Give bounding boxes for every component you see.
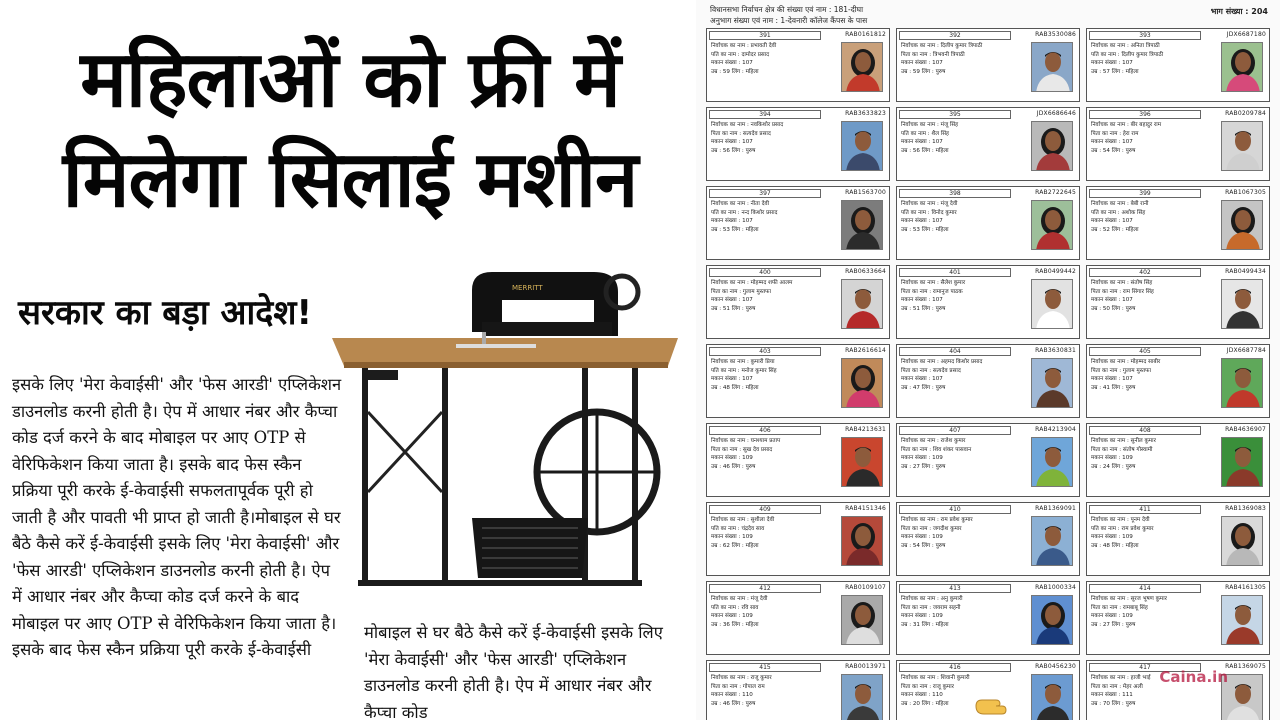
voter-name: निर्वाचक का नाम : बेबी रानी bbox=[1091, 201, 1149, 207]
voter-epic-number: RAB4213904 bbox=[1035, 426, 1076, 433]
constituency-line: विधानसभा निर्वाचन क्षेत्र की संख्या एवं नाम : 181-दीघा bbox=[710, 5, 864, 14]
voter-house-number: मकान संख्या : 107 bbox=[711, 297, 753, 303]
sewing-machine-image bbox=[332, 262, 678, 594]
voter-name: निर्वाचक का नाम : सुनील कुमार bbox=[1091, 438, 1156, 444]
voter-card bbox=[1086, 265, 1270, 339]
voter-epic-number: JDX6686646 bbox=[1036, 110, 1076, 117]
voter-relation: पति का नाम : चंद्रदेव साव bbox=[711, 525, 765, 532]
voter-photo bbox=[1031, 121, 1073, 171]
voter-relation: पति का नाम : विनोद कुमार bbox=[901, 209, 957, 216]
voter-relation: पिता का नाम : राम सिंगार सिंह bbox=[1091, 288, 1154, 295]
section-line: अनुभाग संख्या एवं नाम : 1-देवनारी कॉलेज कैंपस के पास bbox=[710, 16, 868, 25]
voter-photo bbox=[1031, 42, 1073, 92]
voter-name: निर्वाचक का नाम : संतोष सिंह bbox=[1091, 280, 1153, 286]
voter-age-gender: उम्र : 59 लिंग : पुरुष bbox=[901, 68, 946, 75]
voter-serial-number: 392 bbox=[899, 31, 1011, 40]
voter-relation: पिता का नाम : सत्यदेव प्रसाद bbox=[711, 130, 771, 137]
voter-epic-number: RAB3530086 bbox=[1035, 31, 1076, 38]
headline-line-1: महिलाओं को फ्री में bbox=[80, 35, 620, 125]
voter-card bbox=[706, 28, 890, 102]
voter-relation: पिता का नाम : रामानुज पाठक bbox=[901, 288, 963, 295]
voter-serial-number: 415 bbox=[709, 663, 821, 672]
article-headline bbox=[20, 30, 680, 230]
voter-name: निर्वाचक का नाम : मोहम्मद शफी आलम bbox=[711, 280, 793, 286]
voter-photo bbox=[841, 595, 883, 645]
voter-card bbox=[706, 107, 890, 181]
article-body-column-1: इसके लिए 'मेरा केवाईसी' और 'फेस आरडी' एप्लिकेशन डाउनलोड करनी होती है। ऐप में आधार नंबर और कैप्चा कोड दर्ज करने के बाद मोबाइल पर आए OTP से वेरिफिकेशन किया जाता है। इसके बाद फेस स्कैन प्रक्रिया पूरी करके ई-केवाईसी सफलतापूर्वक पूरी हो जाती है और पावती भी प्राप्त हो जाती है।मोबाइल से घर बैठे कैसे करें ई-केवाईसी इसके लिए 'मेरा केवाईसी' और 'फेस आरडी' एप्लिकेशन डाउनलोड करनी होती है। ऐप में आधार नंबर और कैप्चा कोड दर्ज करने के बाद मोबाइल पर आए OTP से वेरिफिकेशन किया जाता है। इसके बाद फेस स्कैन प्रक्रिया पूरी करके ई-केवाईसी bbox=[12, 375, 342, 659]
voter-house-number: मकान संख्या : 109 bbox=[901, 534, 943, 540]
voter-name: निर्वाचक का नाम : नवकिशोर प्रसाद bbox=[711, 122, 784, 128]
voter-epic-number: RAB1369083 bbox=[1225, 505, 1266, 512]
voter-epic-number: RAB3630831 bbox=[1035, 347, 1076, 354]
voter-card bbox=[896, 581, 1080, 655]
voter-name: निर्वाचक का नाम : घनश्याम प्रताप bbox=[711, 438, 781, 444]
voter-house-number: मकान संख्या : 107 bbox=[901, 60, 943, 66]
article-body-column-2: मोबाइल से घर बैठे कैसे करें ई-केवाईसी इसके लिए 'मेरा केवाईसी' और 'फेस आरडी' एप्लिकेशन डाउनलोड करनी होती है। ऐप में आधार नंबर और कैप्चा कोड bbox=[364, 623, 663, 720]
voter-relation: पति का नाम : शैल सिंह bbox=[901, 130, 950, 137]
voter-card bbox=[896, 423, 1080, 497]
voter-card bbox=[706, 265, 890, 339]
voter-photo bbox=[841, 42, 883, 92]
voter-serial-number: 413 bbox=[899, 584, 1011, 593]
voter-age-gender: उम्र : 51 लिंग : पुरुष bbox=[901, 305, 946, 312]
voter-house-number: मकान संख्या : 107 bbox=[901, 139, 943, 145]
voter-relation: पति का नाम : दामोदर प्रसाद bbox=[711, 51, 770, 58]
voter-card bbox=[896, 186, 1080, 260]
voter-photo bbox=[1221, 595, 1263, 645]
voter-age-gender: उम्र : 36 लिंग : महिला bbox=[711, 621, 759, 628]
voter-relation: पति का नाम : मनोज कुमार सिंह bbox=[711, 367, 777, 374]
voter-photo bbox=[1221, 42, 1263, 92]
voter-relation: पिता का नाम : राजू कुमार bbox=[901, 683, 954, 690]
voter-relation: पिता का नाम : मेहर अली bbox=[1091, 683, 1143, 690]
voter-serial-number: 397 bbox=[709, 189, 821, 198]
voter-age-gender: उम्र : 47 लिंग : पुरुष bbox=[901, 384, 946, 391]
voter-photo bbox=[1221, 121, 1263, 171]
voter-house-number: मकान संख्या : 107 bbox=[711, 218, 753, 224]
voter-photo bbox=[1031, 516, 1073, 566]
voter-house-number: मकान संख्या : 111 bbox=[1091, 692, 1133, 698]
voter-name: निर्वाचक का नाम : कुमारी प्रिया bbox=[711, 359, 775, 365]
voter-epic-number: RAB1000334 bbox=[1035, 584, 1076, 591]
voter-age-gender: उम्र : 27 लिंग : पुरुष bbox=[1091, 621, 1136, 628]
voter-epic-number: RAB4636907 bbox=[1225, 426, 1266, 433]
voter-serial-number: 391 bbox=[709, 31, 821, 40]
voter-serial-number: 417 bbox=[1089, 663, 1201, 672]
voter-serial-number: 395 bbox=[899, 110, 1011, 119]
voter-house-number: मकान संख्या : 107 bbox=[1091, 60, 1133, 66]
voter-age-gender: उम्र : 27 लिंग : पुरुष bbox=[901, 463, 946, 470]
voter-house-number: मकान संख्या : 109 bbox=[711, 534, 753, 540]
article-subheading: सरकार का बड़ा आदेश! bbox=[18, 293, 312, 333]
voter-relation: पति का नाम : राम प्रवेश कुमार bbox=[1091, 525, 1154, 532]
voter-age-gender: उम्र : 48 लिंग : महिला bbox=[711, 384, 759, 391]
voter-serial-number: 393 bbox=[1089, 31, 1201, 40]
voter-name: निर्वाचक का नाम : मोहम्मद साबीर bbox=[1091, 359, 1161, 365]
voter-name: निर्वाचक का नाम : मंजू देवी bbox=[901, 201, 958, 207]
voter-house-number: मकान संख्या : 109 bbox=[1091, 455, 1133, 461]
voter-age-gender: उम्र : 54 लिंग : पुरुष bbox=[901, 542, 946, 549]
voter-card bbox=[896, 28, 1080, 102]
voter-serial-number: 400 bbox=[709, 268, 821, 277]
voter-card bbox=[706, 423, 890, 497]
voter-card bbox=[706, 660, 890, 720]
voter-relation: पिता का नाम : संतोष गोस्वामी bbox=[1091, 446, 1153, 453]
voter-house-number: मकान संख्या : 110 bbox=[901, 692, 943, 698]
voter-photo bbox=[1031, 437, 1073, 487]
voter-serial-number: 404 bbox=[899, 347, 1011, 356]
voter-relation: पिता का नाम : गोपाल राम bbox=[711, 683, 765, 690]
voter-name: निर्वाचक का नाम : दिलीप कुमार त्रिपाठी bbox=[901, 43, 983, 49]
voter-photo bbox=[1031, 279, 1073, 329]
voter-house-number: मकान संख्या : 109 bbox=[901, 613, 943, 619]
voter-card bbox=[1086, 581, 1270, 655]
voter-age-gender: उम्र : 31 लिंग : महिला bbox=[901, 621, 949, 628]
voter-photo bbox=[1221, 358, 1263, 408]
voter-card bbox=[1086, 344, 1270, 418]
voter-name: निर्वाचक का नाम : पूनम देवी bbox=[1091, 517, 1150, 523]
voter-serial-number: 409 bbox=[709, 505, 821, 514]
voter-epic-number: JDX6687784 bbox=[1226, 347, 1266, 354]
voter-epic-number: RAB0499442 bbox=[1035, 268, 1076, 275]
voter-house-number: मकान संख्या : 109 bbox=[1091, 613, 1133, 619]
voter-serial-number: 398 bbox=[899, 189, 1011, 198]
voter-serial-number: 406 bbox=[709, 426, 821, 435]
voter-name: निर्वाचक का नाम : शिवानी कुमारी bbox=[901, 675, 970, 681]
voter-photo bbox=[1031, 595, 1073, 645]
voter-serial-number: 408 bbox=[1089, 426, 1201, 435]
voter-name: निर्वाचक का नाम : बीर बहादुर राम bbox=[1091, 122, 1162, 128]
voter-name: निर्वाचक का नाम : सूरज भूषण कुमार bbox=[1091, 596, 1167, 602]
voter-card bbox=[706, 344, 890, 418]
voter-house-number: मकान संख्या : 109 bbox=[711, 455, 753, 461]
voter-card bbox=[896, 265, 1080, 339]
voter-age-gender: उम्र : 56 लिंग : महिला bbox=[901, 147, 949, 154]
voter-house-number: मकान संख्या : 109 bbox=[711, 613, 753, 619]
voter-serial-number: 416 bbox=[899, 663, 1011, 672]
voter-epic-number: RAB3633823 bbox=[845, 110, 886, 117]
voter-house-number: मकान संख्या : 107 bbox=[901, 376, 943, 382]
voter-card bbox=[896, 344, 1080, 418]
voter-relation: पिता का नाम : जगदीश कुमार bbox=[901, 525, 962, 532]
voter-photo bbox=[841, 121, 883, 171]
machine-table-top bbox=[332, 338, 678, 366]
voter-relation: पिता का नाम : गुलाम मुस्तफा bbox=[711, 288, 771, 295]
voter-house-number: मकान संख्या : 107 bbox=[901, 297, 943, 303]
voter-age-gender: उम्र : 50 लिंग : पुरुष bbox=[1091, 305, 1136, 312]
voter-house-number: मकान संख्या : 107 bbox=[1091, 218, 1133, 224]
voter-serial-number: 412 bbox=[709, 584, 821, 593]
voter-card bbox=[896, 107, 1080, 181]
voter-relation: पिता का नाम : गुलाम मुस्तफा bbox=[1091, 367, 1151, 374]
voter-photo bbox=[841, 200, 883, 250]
voter-age-gender: उम्र : 59 लिंग : महिला bbox=[711, 68, 759, 75]
voter-name: निर्वाचक का नाम : सैलेश कुमार bbox=[901, 280, 966, 286]
voter-house-number: मकान संख्या : 107 bbox=[711, 139, 753, 145]
voter-epic-number: JDX6687180 bbox=[1226, 31, 1266, 38]
voter-house-number: मकान संख्या : 109 bbox=[901, 455, 943, 461]
voter-card bbox=[706, 581, 890, 655]
voter-card bbox=[896, 502, 1080, 576]
voter-age-gender: उम्र : 70 लिंग : पुरुष bbox=[1091, 700, 1136, 707]
voter-age-gender: उम्र : 53 लिंग : महिला bbox=[711, 226, 759, 233]
voter-age-gender: उम्र : 54 लिंग : पुरुष bbox=[1091, 147, 1136, 154]
voter-epic-number: RAB0499434 bbox=[1225, 268, 1266, 275]
voter-serial-number: 410 bbox=[899, 505, 1011, 514]
voter-name: निर्वाचक का नाम : प्रभावती देवी bbox=[711, 43, 777, 49]
voter-house-number: मकान संख्या : 107 bbox=[711, 60, 753, 66]
voter-name: निर्वाचक का नाम : अनिता त्रिपाठी bbox=[1091, 43, 1160, 49]
voter-serial-number: 402 bbox=[1089, 268, 1201, 277]
voter-photo bbox=[1221, 279, 1263, 329]
voter-age-gender: उम्र : 48 लिंग : महिला bbox=[1091, 542, 1139, 549]
voter-epic-number: RAB0209784 bbox=[1225, 110, 1266, 117]
voter-age-gender: उम्र : 52 लिंग : महिला bbox=[1091, 226, 1139, 233]
voter-list-document bbox=[696, 0, 1280, 720]
voter-card bbox=[1086, 186, 1270, 260]
voter-house-number: मकान संख्या : 107 bbox=[1091, 376, 1133, 382]
voter-epic-number: RAB4161305 bbox=[1225, 584, 1266, 591]
voter-relation: पिता का नाम : जयराम सहनी bbox=[901, 604, 961, 611]
voter-epic-number: RAB1563700 bbox=[845, 189, 886, 196]
voter-name: निर्वाचक का नाम : नीता देवी bbox=[711, 201, 770, 207]
voter-age-gender: उम्र : 56 लिंग : पुरुष bbox=[711, 147, 756, 154]
voter-relation: पति का नाम : अशोक सिंह bbox=[1091, 209, 1146, 216]
voter-age-gender: उम्र : 53 लिंग : महिला bbox=[901, 226, 949, 233]
voter-card bbox=[1086, 107, 1270, 181]
voter-relation: पति का नाम : रवि साव bbox=[711, 604, 759, 611]
voter-epic-number: RAB1369075 bbox=[1225, 663, 1266, 670]
voter-serial-number: 396 bbox=[1089, 110, 1201, 119]
voter-epic-number: RAB0456230 bbox=[1035, 663, 1076, 670]
voter-relation: पिता का नाम : सुख देव प्रसाद bbox=[711, 446, 773, 453]
voter-age-gender: उम्र : 51 लिंग : पुरुष bbox=[711, 305, 756, 312]
voter-list-header bbox=[702, 4, 1274, 28]
voter-epic-number: RAB0013971 bbox=[845, 663, 886, 670]
site-watermark: Caina.in bbox=[1159, 668, 1228, 686]
voter-photo bbox=[841, 279, 883, 329]
voter-relation: पिता का नाम : त्रिभवनी त्रिपाठी bbox=[901, 51, 965, 58]
voter-photo bbox=[1221, 200, 1263, 250]
voter-epic-number: RAB4213631 bbox=[845, 426, 886, 433]
voter-relation: पिता का नाम : हेरा राम bbox=[1091, 130, 1139, 137]
voter-house-number: मकान संख्या : 110 bbox=[711, 692, 753, 698]
voter-relation: पिता का नाम : शिव शंकर पासवान bbox=[901, 446, 972, 453]
voter-photo bbox=[1031, 200, 1073, 250]
voter-serial-number: 411 bbox=[1089, 505, 1201, 514]
voter-serial-number: 407 bbox=[899, 426, 1011, 435]
voter-card bbox=[1086, 28, 1270, 102]
voter-name: निर्वाचक का नाम : मंजू सिंह bbox=[901, 122, 959, 128]
voter-relation: पिता का नाम : सत्यदेव प्रसाद bbox=[901, 367, 961, 374]
voter-serial-number: 394 bbox=[709, 110, 821, 119]
voter-epic-number: RAB4151346 bbox=[845, 505, 886, 512]
voter-epic-number: RAB0633664 bbox=[845, 268, 886, 275]
voter-card bbox=[706, 502, 890, 576]
voter-epic-number: RAB0109107 bbox=[845, 584, 886, 591]
voter-relation: पिता का नाम : रामबाबू सिंह bbox=[1091, 604, 1148, 611]
voter-age-gender: उम्र : 62 लिंग : महिला bbox=[711, 542, 759, 549]
page-number-label: भाग संख्या : 204 bbox=[1210, 7, 1268, 16]
voter-name: निर्वाचक का नाम : राजू कुमार bbox=[711, 675, 772, 681]
voter-name: निर्वाचक का नाम : सुशीला देवी bbox=[711, 517, 775, 523]
voter-name: निर्वाचक का नाम : अहमद किशोर प्रसाद bbox=[901, 359, 983, 365]
voter-photo bbox=[1221, 516, 1263, 566]
voter-name: निर्वाचक का नाम : हाजी भाई bbox=[1091, 675, 1151, 681]
voter-epic-number: RAB2722645 bbox=[1035, 189, 1076, 196]
voter-age-gender: उम्र : 46 लिंग : पुरुष bbox=[711, 463, 756, 470]
voter-name: निर्वाचक का नाम : राजेश कुमार bbox=[901, 438, 966, 444]
voter-photo bbox=[1031, 674, 1073, 720]
voter-age-gender: उम्र : 46 लिंग : पुरुष bbox=[711, 700, 756, 707]
voter-epic-number: RAB0161812 bbox=[845, 31, 886, 38]
voter-epic-number: RAB2616614 bbox=[845, 347, 886, 354]
voter-age-gender: उम्र : 57 लिंग : महिला bbox=[1091, 68, 1139, 75]
voter-serial-number: 405 bbox=[1089, 347, 1201, 356]
voter-house-number: मकान संख्या : 109 bbox=[1091, 534, 1133, 540]
machine-brand-label: MERRITT bbox=[512, 284, 543, 292]
voter-house-number: मकान संख्या : 107 bbox=[1091, 139, 1133, 145]
voter-serial-number: 414 bbox=[1089, 584, 1201, 593]
voter-age-gender: उम्र : 24 लिंग : पुरुष bbox=[1091, 463, 1136, 470]
voter-photo bbox=[841, 358, 883, 408]
voter-name: निर्वाचक का नाम : राम प्रवेश कुमार bbox=[901, 517, 973, 523]
voter-relation: पति का नाम : नन्द किशोर प्रसाद bbox=[711, 209, 778, 216]
voter-photo bbox=[841, 437, 883, 487]
voter-house-number: मकान संख्या : 107 bbox=[901, 218, 943, 224]
voter-card-grid bbox=[706, 28, 1274, 720]
voter-house-number: मकान संख्या : 107 bbox=[711, 376, 753, 382]
voter-photo bbox=[1031, 358, 1073, 408]
voter-house-number: मकान संख्या : 107 bbox=[1091, 297, 1133, 303]
voter-age-gender: उम्र : 20 लिंग : महिला bbox=[901, 700, 949, 707]
voter-name: निर्वाचक का नाम : मंजू देवी bbox=[711, 596, 768, 602]
voter-card bbox=[1086, 423, 1270, 497]
voter-card bbox=[1086, 502, 1270, 576]
voter-card bbox=[706, 186, 890, 260]
voter-epic-number: RAB1067305 bbox=[1225, 189, 1266, 196]
voter-serial-number: 401 bbox=[899, 268, 1011, 277]
voter-name: निर्वाचक का नाम : अनु कुमारी bbox=[901, 596, 963, 602]
pointing-hand-icon bbox=[974, 694, 1008, 720]
voter-serial-number: 403 bbox=[709, 347, 821, 356]
voter-photo bbox=[1221, 437, 1263, 487]
voter-relation: पति का नाम : दिलीप कुमार त्रिपाठी bbox=[1091, 51, 1164, 58]
voter-age-gender: उम्र : 41 लिंग : पुरुष bbox=[1091, 384, 1136, 391]
headline-line-2: मिलेगा सिलाई मशीन bbox=[62, 135, 638, 225]
voter-epic-number: RAB1369091 bbox=[1035, 505, 1076, 512]
voter-photo bbox=[841, 516, 883, 566]
voter-photo bbox=[841, 674, 883, 720]
voter-serial-number: 399 bbox=[1089, 189, 1201, 198]
